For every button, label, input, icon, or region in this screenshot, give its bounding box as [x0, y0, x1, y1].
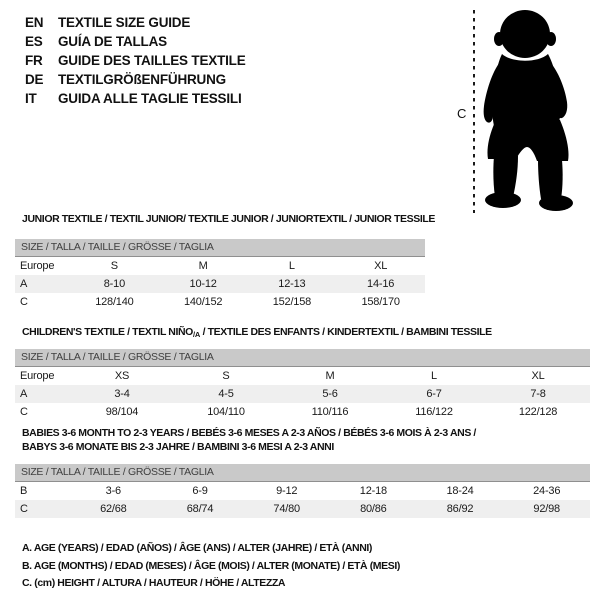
table-cell: 18-24	[446, 485, 474, 497]
table-cell: 14-16	[367, 278, 395, 290]
row-label: B	[20, 485, 28, 497]
language-code: ES	[25, 34, 43, 49]
row-label: Europe	[20, 260, 55, 272]
table-cell: L	[431, 370, 437, 382]
title-text: / TEXTILE DES ENFANTS / KINDERTEXTIL / BAMBINI TESSILE	[200, 326, 492, 338]
table-cell: 12-13	[278, 278, 306, 290]
table-cell: 152/158	[272, 296, 312, 308]
table-row	[15, 275, 425, 293]
size-header-bar: SIZE / TALLA / TAILLE / GRÖSSE / TAGLIA	[15, 239, 425, 257]
baby-silhouette-icon	[482, 8, 592, 213]
language-row	[25, 70, 246, 89]
table-row	[15, 482, 590, 500]
language-label: GUIDE DES TAILLES TEXTILE	[58, 53, 246, 68]
table-cell: 8-10	[103, 278, 125, 290]
table-cell: 128/140	[95, 296, 134, 308]
table-cell: 4-5	[218, 388, 234, 400]
table-cell: 3-6	[105, 485, 121, 497]
size-header-bar: SIZE / TALLA / TAILLE / GRÖSSE / TAGLIA	[15, 349, 590, 367]
row-label: C	[20, 503, 28, 515]
section-title-babies	[22, 426, 590, 454]
table-cell: 24-36	[533, 485, 561, 497]
table-row	[15, 385, 590, 403]
table-cell: 140/152	[183, 296, 223, 308]
table-cell: 74/80	[273, 503, 300, 515]
language-code: FR	[25, 53, 43, 68]
table-cell: 116/122	[415, 406, 453, 418]
language-header	[25, 13, 246, 108]
language-code: IT	[25, 91, 37, 106]
title-text: CHILDREN'S TEXTILE / TEXTIL NIÑO	[22, 326, 193, 338]
legend-line-b: B. AGE (MONTHS) / EDAD (MESES) / ÂGE (MOIS) / ALTER (MONATE) / ETÀ (MESI)	[22, 559, 400, 572]
children-size-table	[15, 367, 590, 421]
table-cell: 86/92	[446, 503, 474, 515]
language-row	[25, 13, 246, 32]
table-row	[15, 367, 590, 385]
table-cell: XL	[374, 260, 388, 272]
language-row	[25, 89, 246, 108]
legend	[22, 540, 590, 593]
table-cell: 3-4	[114, 388, 130, 400]
language-code: EN	[25, 15, 44, 30]
table-cell: L	[288, 260, 295, 272]
row-label: C	[20, 296, 28, 308]
table-cell: S	[110, 260, 118, 272]
language-row	[25, 32, 246, 51]
table-cell: 110/116	[311, 406, 349, 418]
table-cell: 7-8	[530, 388, 546, 400]
table-row	[15, 293, 425, 311]
row-label: C	[20, 406, 28, 418]
legend-line-a: A. AGE (YEARS) / EDAD (AÑOS) / ÂGE (ANS) / ALTER (JAHRE) / ETÀ (ANNI)	[22, 542, 373, 554]
table-cell: 68/74	[186, 503, 214, 515]
table-cell: XS	[114, 370, 130, 382]
table-cell: 12-18	[359, 485, 387, 497]
language-label: TEXTILE SIZE GUIDE	[58, 15, 191, 30]
table-row	[15, 403, 590, 421]
table-cell: 6-7	[426, 388, 442, 400]
language-row	[25, 51, 246, 70]
table-cell: 6-9	[192, 485, 208, 497]
language-label: TEXTILGRÖßENFÜHRUNG	[58, 72, 226, 87]
table-cell: 9-12	[276, 485, 298, 497]
table-cell: 10-12	[189, 278, 217, 290]
table-cell: S	[222, 370, 230, 382]
title-subscript: /A	[192, 330, 201, 339]
table-cell: 92/98	[533, 503, 560, 515]
figure-height-illustration	[450, 0, 600, 220]
size-header-bar: SIZE / TALLA / TAILLE / GRÖSSE / TAGLIA	[15, 464, 590, 482]
row-label: A	[20, 388, 28, 400]
table-cell: 5-6	[322, 388, 338, 400]
table-row	[15, 257, 425, 275]
legend-line-c: C. (cm) HEIGHT / ALTURA / HAUTEUR / HÖHE / ALTEZZA	[22, 577, 286, 589]
table-cell: 122/128	[518, 406, 558, 418]
section-title-junior: JUNIOR TEXTILE / TEXTIL JUNIOR/ TEXTILE JUNIOR / JUNIORTEXTIL / JUNIOR TESSILE	[22, 213, 435, 225]
size-tables	[15, 206, 590, 593]
section-title-children	[22, 325, 590, 342]
table-cell: M	[325, 370, 335, 382]
language-code: DE	[25, 72, 44, 87]
table-cell: XL	[531, 370, 545, 382]
babies-size-table	[15, 482, 590, 518]
table-cell: M	[198, 260, 208, 272]
height-measure-line	[471, 10, 477, 213]
row-label: Europe	[20, 370, 55, 382]
table-cell: 62/68	[100, 503, 127, 515]
table-cell: 98/104	[105, 406, 139, 418]
language-label: GUÍA DE TALLAS	[58, 34, 167, 49]
figure-measure-label: C	[457, 106, 467, 121]
language-label: GUIDA ALLE TAGLIE TESSILI	[58, 91, 242, 106]
title-line-2: BABYS 3-6 MONATE BIS 2-3 JAHRE / BAMBINI 3-6 MESI A 2-3 ANNI	[22, 441, 334, 453]
table-row	[15, 500, 590, 518]
table-cell: 80/86	[360, 503, 387, 515]
table-cell: 158/170	[361, 296, 400, 308]
junior-size-table	[15, 257, 425, 311]
title-line-1: BABIES 3-6 MONTH TO 2-3 YEARS / BEBÉS 3-6 MESES A 2-3 AÑOS / BÉBÉS 3-6 MOIS À 2-3 ANS /	[22, 427, 476, 439]
row-label: A	[20, 278, 28, 290]
table-cell: 104/110	[207, 406, 245, 418]
